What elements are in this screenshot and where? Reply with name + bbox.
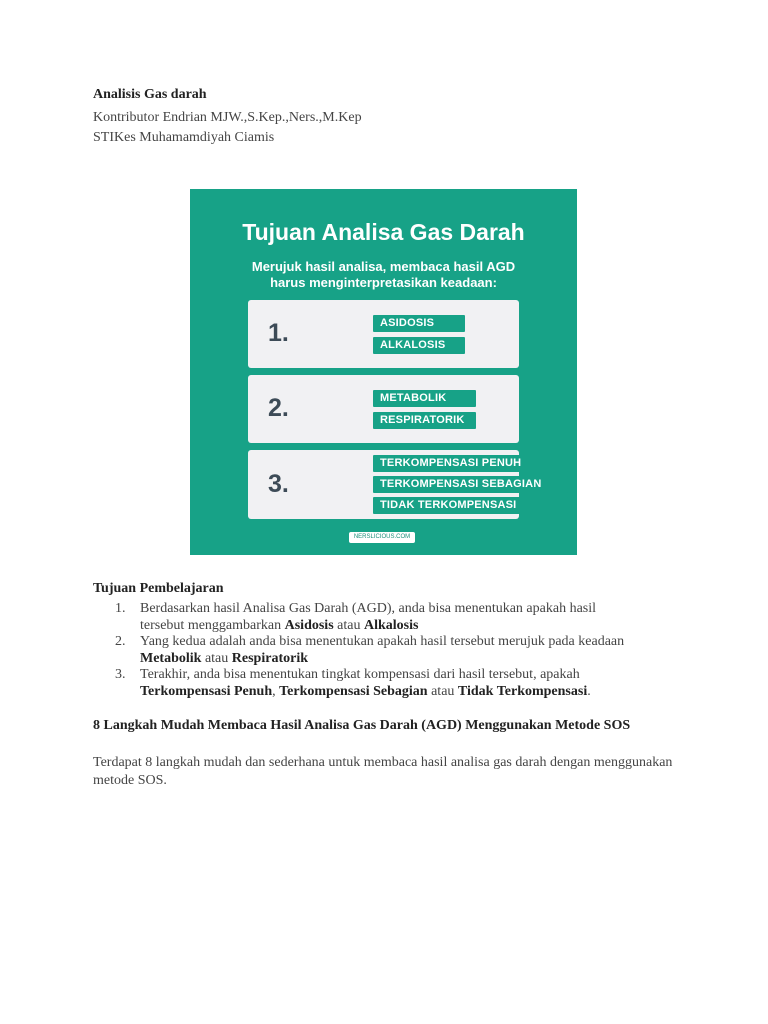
list-item-line bbox=[140, 651, 680, 668]
text-run: atau bbox=[333, 617, 364, 633]
text-run: . bbox=[587, 683, 591, 699]
bold-term: Alkalosis bbox=[363, 617, 419, 633]
card-number: 2. bbox=[268, 394, 289, 422]
text-run: tersebut menggambarkan bbox=[140, 617, 285, 633]
infographic-card-1 bbox=[248, 300, 519, 368]
list-item-line bbox=[140, 618, 680, 635]
infographic-credit: NERSLICIOUS.COM bbox=[349, 532, 415, 543]
list-item-number: 2. bbox=[115, 634, 126, 649]
list-item-line: Terakhir, anda bisa menentukan tingkat kompensasi dari hasil tersebut, apakah bbox=[140, 667, 580, 682]
text-run: atau bbox=[201, 650, 232, 666]
card-number: 1. bbox=[268, 319, 289, 347]
card-item-label: ALKALOSIS bbox=[373, 337, 465, 354]
card-item-label: ASIDOSIS bbox=[373, 315, 465, 332]
list-item-line bbox=[140, 684, 680, 701]
card-item-label: TERKOMPENSASI PENUH bbox=[373, 455, 568, 472]
infographic-image bbox=[190, 189, 577, 555]
list-item-text bbox=[140, 667, 680, 700]
bold-term: Metabolik bbox=[140, 650, 202, 666]
card-number: 3. bbox=[268, 470, 289, 498]
section-heading: 8 Langkah Mudah Membaca Hasil Analisa Gas Darah (AGD) Menggunakan Metode SOS bbox=[93, 718, 631, 733]
list-item-line: Berdasarkan hasil Analisa Gas Darah (AGD), anda bisa menentukan apakah hasil bbox=[140, 601, 597, 616]
section-paragraph: Terdapat 8 langkah mudah dan sederhana untuk membaca hasil analisa gas darah dengan menggunakan metode SOS. bbox=[93, 755, 673, 788]
list-item-number: 1. bbox=[115, 601, 126, 616]
list-item-text bbox=[140, 634, 680, 667]
contributor-line: Kontributor Endrian MJW.,S.Kep.,Ners.,M.Kep bbox=[93, 110, 362, 125]
list-item-number: 3. bbox=[115, 667, 126, 682]
card-item-label: TERKOMPENSASI SEBAGIAN bbox=[373, 476, 568, 493]
bold-term: Terkompensasi Penuh bbox=[140, 683, 273, 699]
infographic-card-2 bbox=[248, 375, 519, 443]
bold-term: Tidak Terkompensasi bbox=[457, 683, 588, 699]
institution-line: STIKes Muhamamdiyah Ciamis bbox=[93, 130, 275, 145]
card-item-label: METABOLIK bbox=[373, 390, 476, 407]
list-item-line: Yang kedua adalah anda bisa menentukan apakah hasil tersebut merujuk pada keadaan bbox=[140, 634, 625, 649]
bold-term: Terkompensasi Sebagian bbox=[279, 683, 428, 699]
card-item-label: TIDAK TERKOMPENSASI bbox=[373, 497, 568, 514]
document-title: Analisis Gas darah bbox=[93, 87, 207, 102]
infographic-title: Tujuan Analisa Gas Darah bbox=[242, 219, 525, 245]
infographic-subtitle-line1: Merujuk hasil analisa, membaca hasil AGD bbox=[251, 259, 516, 274]
infographic-card-3 bbox=[248, 450, 542, 519]
infographic-subtitle-line2: harus menginterpretasikan keadaan: bbox=[270, 275, 497, 290]
card-item-label: RESPIRATORIK bbox=[373, 412, 476, 429]
bold-term: Asidosis bbox=[284, 617, 334, 633]
bold-term: Respiratorik bbox=[231, 650, 308, 666]
list-item-text bbox=[140, 601, 680, 634]
objectives-heading: Tujuan Pembelajaran bbox=[93, 581, 224, 596]
text-run: , bbox=[272, 683, 280, 699]
text-run: atau bbox=[427, 683, 458, 699]
